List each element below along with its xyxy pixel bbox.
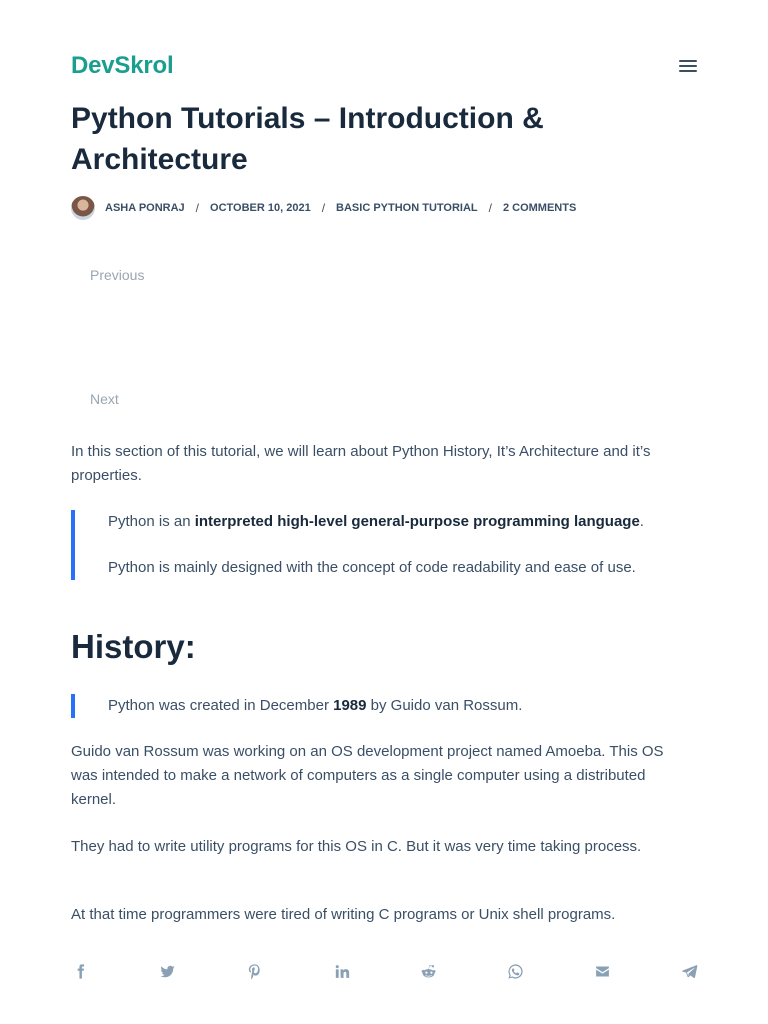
whatsapp-icon[interactable]: [506, 962, 524, 980]
next-post-link[interactable]: Next: [90, 391, 119, 407]
post-date: OCTOBER 10, 2021: [210, 202, 311, 214]
utility-paragraph: They had to write utility programs for this OS in C. But it was very time taking process.: [71, 838, 642, 855]
quote-line: Python is an interpreted high-level general-purpose programming language.: [108, 513, 644, 530]
history-heading: History:: [71, 628, 196, 665]
intro-paragraph: In this section of this tutorial, we will learn about Python History, It’s Architecture and it’s properties.: [71, 443, 651, 484]
quote-line: Python is mainly designed with the concept of code readability and ease of use.: [108, 559, 636, 576]
site-logo[interactable]: DevSkrol: [71, 52, 174, 79]
quote-bold-text: 1989: [333, 697, 367, 714]
telegram-icon[interactable]: [680, 962, 698, 980]
author-avatar[interactable]: [71, 196, 95, 220]
meta-separator: /: [321, 201, 326, 215]
pinterest-icon[interactable]: [245, 962, 263, 980]
twitter-icon[interactable]: [158, 962, 176, 980]
quote-line: Python was created in December 1989 by Guido van Rossum.: [108, 697, 523, 714]
definition-blockquote: [71, 510, 691, 580]
amoeba-paragraph: Guido van Rossum was working on an OS development project named Amoeba. This OS was intended to make a network of computers as a single computer using a distributed kernel.: [71, 743, 664, 808]
history-blockquote: [71, 694, 691, 718]
share-bar: [71, 960, 698, 982]
post-meta: [71, 196, 576, 220]
comments-link[interactable]: 2 COMMENTS: [502, 202, 577, 214]
linkedin-icon[interactable]: [332, 962, 350, 980]
email-icon[interactable]: [593, 962, 611, 980]
hamburger-menu-icon[interactable]: [678, 58, 698, 74]
author-link[interactable]: ASHA PONRAJ: [105, 202, 185, 214]
programmers-paragraph: At that time programmers were tired of writing C programs or Unix shell programs.: [71, 906, 616, 923]
page-title: Python Tutorials – Introduction & Architecture: [71, 102, 544, 176]
meta-separator: /: [195, 201, 200, 215]
reddit-icon[interactable]: [419, 962, 437, 980]
site-header: [71, 48, 698, 84]
previous-post-link[interactable]: Previous: [90, 267, 145, 283]
meta-separator: /: [488, 201, 492, 215]
quote-bold-text: interpreted high-level general-purpose programming language: [194, 513, 640, 530]
facebook-icon[interactable]: [71, 962, 89, 980]
category-link[interactable]: BASIC PYTHON TUTORIAL: [336, 202, 478, 214]
